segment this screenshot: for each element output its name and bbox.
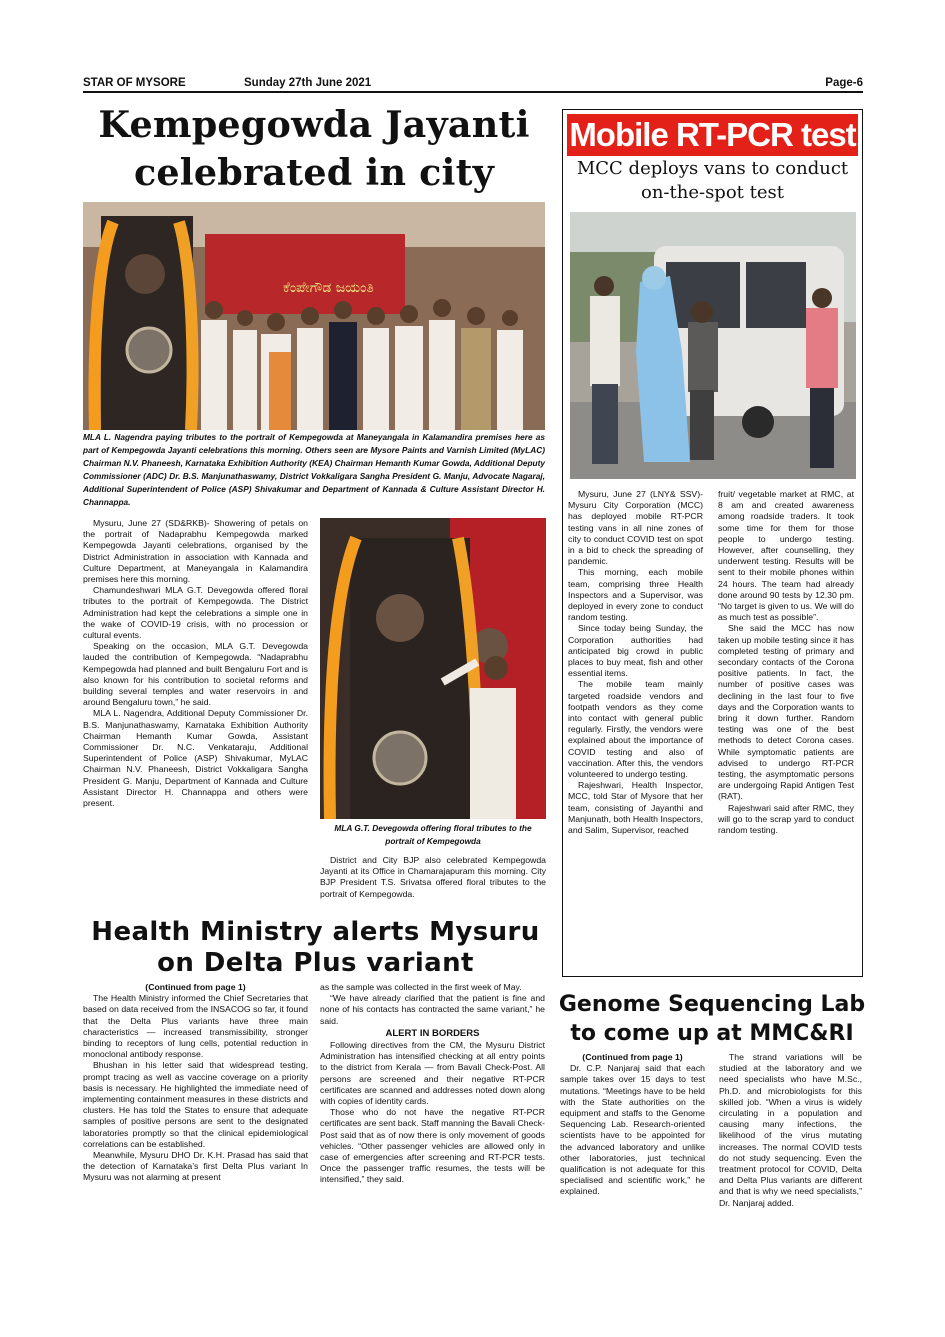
alert-in-borders-subhead: ALERT IN BORDERS bbox=[385, 1027, 480, 1039]
kempegowda-body bbox=[83, 518, 308, 809]
rtpcr-column-1 bbox=[568, 489, 703, 836]
paragraph: Following directives from the CM, the Mysuru District Administration has intensified checking at all entry points to the district from Kerala — from Bavali Check-Post. All persons are screened and their negative RT-PCR certificates are scanned and addresses noted down along with copies of identity cards. bbox=[320, 1040, 545, 1107]
delta-column-2 bbox=[320, 982, 545, 1186]
photo-banner-text: ಕೆಂಪೇಗೌಡ ಜಯಂತಿ bbox=[283, 280, 374, 296]
paragraph: Dr. C.P. Nanjaraj said that each sample takes over 15 days to test mutations. “Meetings have to be held with the State authorities on the equipment and staffs to the Genome Sequencing Lab. Research-oriented scientists have to be appointed for the advanced laboratory and unlike other laboratories, just technical qualification is not adequate for this specialised and scientific work,” he explained. bbox=[560, 1063, 705, 1197]
paragraph: Bhushan in his letter said that widespread testing, prompt tracing as well as vaccine coverage on a priority basis is necessary. He highlighted the immediate need of implementing containment measures in these districts and clusters. He has told the States to ensure that adequate samples of positive persons are sent to the designated laboratories promptly so that the clinical epidemiological correlations can be established. bbox=[83, 1060, 308, 1149]
paragraph: The mobile team mainly targeted roadside vendors and footpath vendors as they come into contact with general public regularly. Firstly, the vendors were explained about the importance of COVID testing and also of vaccination. After this, the vendors volunteered to undergo testing. bbox=[568, 679, 703, 780]
kempegowda-photo bbox=[83, 202, 545, 430]
paragraph: She said the MCC has now taken up mobile testing since it has completed testing of primary and secondary contacts of the Corona positive patients. In fact, the number of positive cases was declining in the last four to five days and the Corporation wants to bring it down further. Random testing was one of the best methods to detect Corona cases. While symptomatic patients are advised to undergo RT-PCR testing, the asymptomatic persons are undergoing Rapid Antigen Test (RAT). bbox=[718, 623, 854, 802]
paragraph: Rajeshwari said after RMC, they will go to the scrap yard to conduct random testing. bbox=[718, 802, 854, 836]
paragraph: fruit/ vegetable market at RMC, at 8 am and created awareness among roadside traders. It took some time for them for those people to undergo testing. However, after counselling, they underwent testing. Results will be sent to their mobile phones within 24 hours. The team had already done around 90 tests by 12.30 pm. “No target is given to us. We will do as much test as possible”. bbox=[718, 489, 855, 623]
devegowda-photo-illustration bbox=[320, 518, 546, 819]
delta-plus-headline: Health Ministry alerts Mysuru on Delta Plus variant bbox=[91, 917, 540, 978]
genome-column-2 bbox=[719, 1052, 862, 1209]
genome-column-1 bbox=[560, 1052, 705, 1198]
genome-lab-headline: Genome Sequencing Lab to come up at MMC&RI bbox=[558, 992, 866, 1046]
rtpcr-column-2 bbox=[718, 489, 854, 836]
paragraph: Chamundeshwari MLA G.T. Devegowda offered floral tributes to the portrait of Kempegowda. The District Administration had kept the celebrations a simple one in the wake of COVID-19 crisis, with no procession or cultural events. bbox=[83, 585, 308, 641]
devegowda-photo-caption: MLA G.T. Devegowda offering floral tributes to the portrait of Kempegowda bbox=[334, 823, 532, 846]
paragraph: Mysuru, June 27 (LNY& SSV)- Mysuru City Corporation (MCC) has deployed mobile RT-PCR testing vans in all nine zones of city to conduct COVID test on spot in a bid to check the spreading of pandemic. bbox=[568, 489, 703, 567]
kempegowda-photo-caption: MLA L. Nagendra paying tributes to the portrait of Kempegowda at Maneyangala in Kalamandira premises here as part of Kempegowda Jayanti celebrations this morning. Others seen are Mysore Paints and Varnish Limited (MyLAC) Chairman N.V. Phaneesh, Karnataka Exhibition Authority (KEA) Chairman Hemanth Kumar Gowda, Additional Deputy Commissioner (ADC) Dr. B.S. Manjunathaswamy, District Vokkaligara Sangha President G. Manju, Advocate Nagaraj, Additional Superintendent of Police (ASP) Shivakumar and Department of Kannada & Culture Assistant Director H. Channappa. bbox=[83, 432, 545, 507]
paragraph: as the sample was collected in the first week of May. bbox=[320, 982, 522, 992]
paragraph: The Health Ministry informed the Chief Secretaries that based on data received from the INSACOG so far, it found that the Delta Plus variants have three main characteristics — increased transmissibility, stronger binding to receptors of lung cells, potential reduction in monoclonal antibody response. bbox=[83, 993, 308, 1060]
paragraph: Rajeshwari, Health Inspector, MCC, told Star of Mysore that her team, consisting of Jayanthi and Manjunath, both Health Inspectors, and Salim, Supervisor, reached bbox=[568, 780, 703, 836]
continued-label: (Continued from page 1) bbox=[145, 982, 246, 992]
paragraph: The strand variations will be studied at the laboratory and we need specialists who have M.Sc., Ph.D. and microbiologists for this skilled job. “When a virus is widely circulating in a population and causing many infections, the likelihood of the virus mutating increases. The normal COVID tests do not study sequencing. Even the treatment protocol for COVID, Delta and Delta Plus variants are different and that is why we need specialists,” Dr. Nanjaraj added. bbox=[719, 1052, 862, 1208]
paragraph: This morning, each mobile team, comprising three Health Inspectors and a Supervisor, was deployed in every zone to conduct random testing. bbox=[568, 567, 703, 623]
devegowda-photo bbox=[320, 518, 546, 819]
paragraph: Meanwhile, Mysuru DHO Dr. K.H. Prasad has said that the detection of Karnataka’s first Delta Plus variant In Mysuru was not alarming at present bbox=[83, 1150, 308, 1183]
rtpcr-headline: Mobile RT-PCR test bbox=[567, 114, 858, 156]
rtpcr-photo bbox=[570, 212, 856, 479]
bjp-paragraph-container bbox=[320, 855, 546, 900]
paragraph: Since today being Sunday, the Corporation authorities had anticipated big crowd in public places to buy meat, fish and other essential items. bbox=[568, 623, 703, 679]
kempegowda-headline: Kempegowda Jayanti celebrated in city bbox=[98, 103, 530, 194]
delta-column-1 bbox=[83, 982, 308, 1184]
rtpcr-subhead: MCC deploys vans to conduct on-the-spot test bbox=[576, 158, 849, 203]
paper-name: STAR OF MYSORE bbox=[83, 77, 186, 89]
kempegowda-photo-illustration bbox=[83, 202, 545, 430]
paragraph: Those who do not have the negative RT-PCR certificates are sent back. Staff manning the Bavali Check-Post said that as of now there is only movement of goods vehicles. “Other passenger vehicles are allowed only in case of emergencies after screening and RT-PCR tests. Once the passenger traffic resumes, the tests will be intensified,” they said. bbox=[320, 1107, 545, 1185]
continued-label: (Continued from page 1) bbox=[582, 1052, 683, 1062]
paragraph: Speaking on the occasion, MLA G.T. Devegowda lauded the contribution of Kempegowda. “Nadaprabhu Kempegowda had planned and built Bengaluru Fort and is also known for his contribution to societal reforms and building several temples and water reservoirs in and around Bengaluru town,” he said. bbox=[83, 641, 308, 708]
page-number: Page-6 bbox=[825, 77, 863, 89]
issue-date: Sunday 27th June 2021 bbox=[244, 77, 372, 89]
paragraph: Mysuru, June 27 (SD&RKB)- Showering of petals on the portrait of Nadaprabhu Kempegowda marked Kempegowda Jayanti celebrations, organised by the District Administration in association with Kannada and Culture Department, at Maneyangala in Kalamandira premises here this morning. bbox=[83, 518, 308, 585]
paragraph: MLA L. Nagendra, Additional Deputy Commissioner Dr. B.S. Manjunathaswamy, Karnataka Exhibition Authority Chairman Hemanth Kumar Gowda, Assistant Commissioner Dr. N.C. Venkataraju, Additional Superintendent of Police (ASP) Shivakumar, MyLAC Chairman N.V. Phaneesh, District Vokkaligara Sangha President G. Manju, Department of Kannada and Culture Assistant Director H. Channappa and others were present. bbox=[83, 708, 308, 809]
paragraph: District and City BJP also celebrated Kempegowda Jayanti at its Office in Chamarajapuram this morning. City BJP President T.S. Srivatsa offered floral tributes to the portrait of Kempegowda. bbox=[320, 855, 546, 899]
rtpcr-photo-illustration bbox=[570, 212, 856, 479]
masthead bbox=[83, 77, 863, 93]
paragraph: “We have already clarified that the patient is fine and none of his contacts has contracted the same variant,” he said. bbox=[320, 993, 545, 1026]
